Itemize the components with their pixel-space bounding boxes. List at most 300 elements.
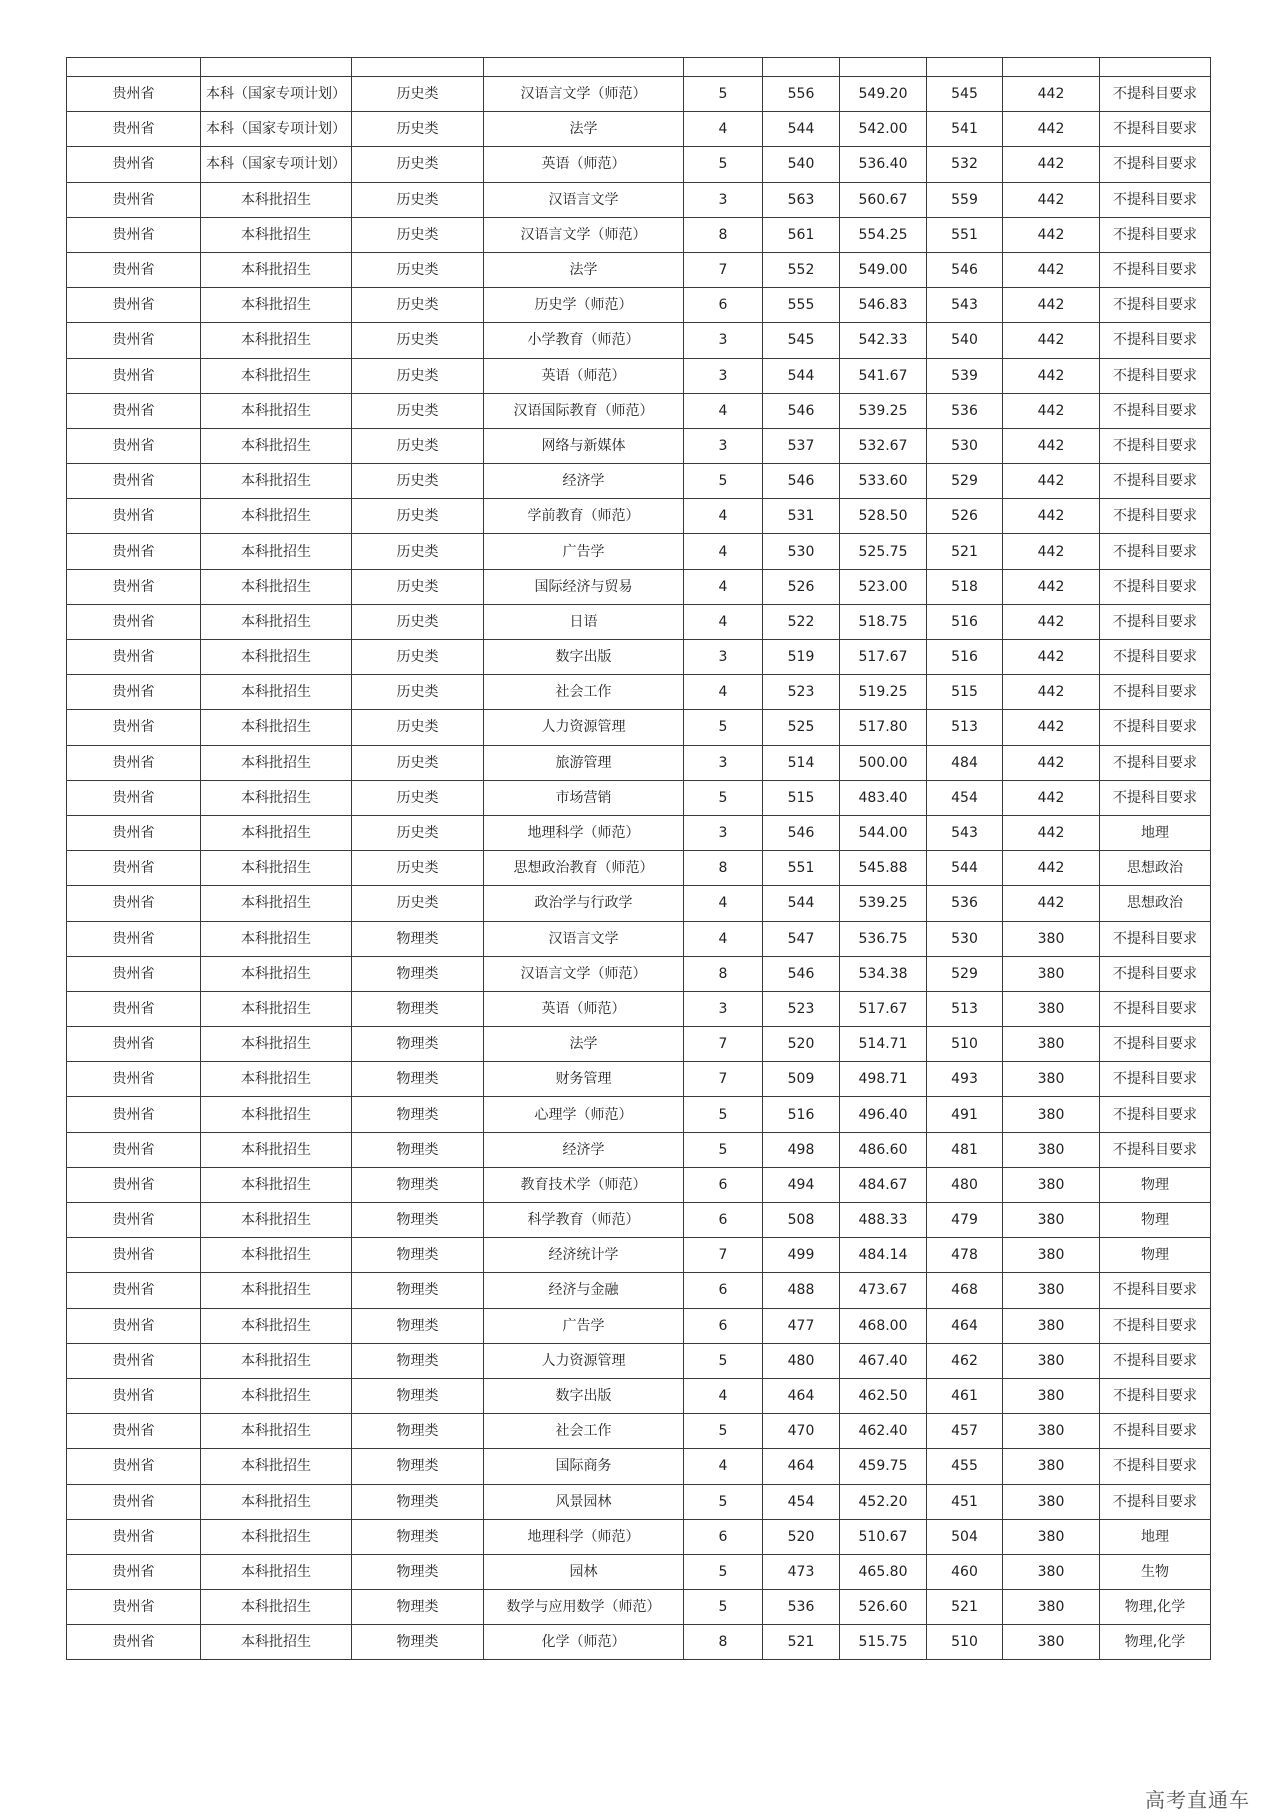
avg-score-cell: 452.20 bbox=[840, 1484, 927, 1519]
control-line-cell: 442 bbox=[1003, 252, 1100, 287]
major-cell: 英语（师范） bbox=[484, 147, 684, 182]
table-row bbox=[67, 1167, 1211, 1202]
subject-requirement-cell: 物理 bbox=[1100, 1203, 1211, 1238]
major-cell: 教育技术学（师范） bbox=[484, 1167, 684, 1202]
subject-requirement-cell: 不提科目要求 bbox=[1100, 1378, 1211, 1413]
avg-score-cell: 468.00 bbox=[840, 1308, 927, 1343]
batch-cell: 本科批招生 bbox=[201, 1273, 352, 1308]
province-cell: 贵州省 bbox=[67, 1519, 201, 1554]
subject-type-cell: 历史类 bbox=[352, 252, 484, 287]
province-cell: 贵州省 bbox=[67, 1273, 201, 1308]
subject-type-cell: 物理类 bbox=[352, 991, 484, 1026]
subject-type-cell: 历史类 bbox=[352, 499, 484, 534]
batch-cell: 本科（国家专项计划） bbox=[201, 77, 352, 112]
subject-type-cell: 物理类 bbox=[352, 1238, 484, 1273]
batch-cell: 本科批招生 bbox=[201, 464, 352, 499]
province-cell: 贵州省 bbox=[67, 956, 201, 991]
avg-score-cell: 532.67 bbox=[840, 428, 927, 463]
table-row bbox=[67, 1203, 1211, 1238]
province-cell: 贵州省 bbox=[67, 77, 201, 112]
subject-type-cell: 历史类 bbox=[352, 710, 484, 745]
major-cell: 汉语言文学（师范） bbox=[484, 77, 684, 112]
major-cell: 日语 bbox=[484, 604, 684, 639]
min-score-cell: 513 bbox=[927, 710, 1003, 745]
subject-requirement-cell: 不提科目要求 bbox=[1100, 640, 1211, 675]
avg-score-cell: 484.67 bbox=[840, 1167, 927, 1202]
subject-type-cell: 物理类 bbox=[352, 1414, 484, 1449]
min-score-cell: 462 bbox=[927, 1343, 1003, 1378]
subject-requirement-cell: 不提科目要求 bbox=[1100, 991, 1211, 1026]
avg-score-cell: 525.75 bbox=[840, 534, 927, 569]
plan-count-cell: 5 bbox=[684, 77, 763, 112]
plan-count-cell: 6 bbox=[684, 1519, 763, 1554]
control-line-cell: 442 bbox=[1003, 288, 1100, 323]
major-cell: 科学教育（师范） bbox=[484, 1203, 684, 1238]
plan-count-cell: 3 bbox=[684, 323, 763, 358]
subject-type-cell: 历史类 bbox=[352, 534, 484, 569]
subject-requirement-cell: 不提科目要求 bbox=[1100, 1449, 1211, 1484]
control-line-cell: 442 bbox=[1003, 710, 1100, 745]
plan-count-cell: 4 bbox=[684, 393, 763, 428]
subject-type-cell: 物理类 bbox=[352, 956, 484, 991]
table-row bbox=[67, 112, 1211, 147]
batch-cell: 本科批招生 bbox=[201, 288, 352, 323]
min-score-cell: 529 bbox=[927, 464, 1003, 499]
plan-count-cell: 5 bbox=[684, 1484, 763, 1519]
batch-cell: 本科批招生 bbox=[201, 640, 352, 675]
max-score-cell: 514 bbox=[763, 745, 840, 780]
province-cell: 贵州省 bbox=[67, 1378, 201, 1413]
min-score-cell: 504 bbox=[927, 1519, 1003, 1554]
admission-score-table bbox=[66, 57, 1211, 1660]
max-score-cell: 526 bbox=[763, 569, 840, 604]
batch-cell: 本科批招生 bbox=[201, 1378, 352, 1413]
province-cell: 贵州省 bbox=[67, 1167, 201, 1202]
plan-count-cell: 5 bbox=[684, 1590, 763, 1625]
subject-type-cell: 物理类 bbox=[352, 1378, 484, 1413]
avg-score-cell: 542.00 bbox=[840, 112, 927, 147]
control-line-cell: 380 bbox=[1003, 1343, 1100, 1378]
major-cell: 数字出版 bbox=[484, 640, 684, 675]
major-cell: 汉语言文学（师范） bbox=[484, 956, 684, 991]
min-score-cell: 529 bbox=[927, 956, 1003, 991]
avg-score-cell: 486.60 bbox=[840, 1132, 927, 1167]
max-score-cell: 547 bbox=[763, 921, 840, 956]
batch-cell: 本科批招生 bbox=[201, 815, 352, 850]
subject-requirement-cell: 不提科目要求 bbox=[1100, 217, 1211, 252]
control-line-cell: 380 bbox=[1003, 1308, 1100, 1343]
max-score-cell: 556 bbox=[763, 77, 840, 112]
batch-cell: 本科批招生 bbox=[201, 534, 352, 569]
province-cell: 贵州省 bbox=[67, 1203, 201, 1238]
subject-type-cell: 物理类 bbox=[352, 1449, 484, 1484]
plan-count-cell: 4 bbox=[684, 604, 763, 639]
major-cell: 英语（师范） bbox=[484, 358, 684, 393]
control-line-cell: 380 bbox=[1003, 1027, 1100, 1062]
control-line-cell: 442 bbox=[1003, 569, 1100, 604]
batch-cell: 本科批招生 bbox=[201, 1027, 352, 1062]
min-score-cell: 481 bbox=[927, 1132, 1003, 1167]
min-score-cell: 480 bbox=[927, 1167, 1003, 1202]
max-score-cell: 545 bbox=[763, 323, 840, 358]
batch-cell: 本科批招生 bbox=[201, 1097, 352, 1132]
plan-count-cell: 7 bbox=[684, 1238, 763, 1273]
province-cell: 贵州省 bbox=[67, 1343, 201, 1378]
major-cell: 英语（师范） bbox=[484, 991, 684, 1026]
province-cell: 贵州省 bbox=[67, 393, 201, 428]
min-score-cell: 532 bbox=[927, 147, 1003, 182]
avg-score-cell: 510.67 bbox=[840, 1519, 927, 1554]
subject-type-cell: 物理类 bbox=[352, 1097, 484, 1132]
min-score-cell: 543 bbox=[927, 288, 1003, 323]
plan-count-cell: 6 bbox=[684, 1308, 763, 1343]
plan-count-cell: 3 bbox=[684, 640, 763, 675]
control-line-cell: 442 bbox=[1003, 147, 1100, 182]
batch-cell: 本科批招生 bbox=[201, 1625, 352, 1660]
subject-requirement-cell: 不提科目要求 bbox=[1100, 252, 1211, 287]
table-row bbox=[67, 675, 1211, 710]
table-row bbox=[67, 851, 1211, 886]
subject-requirement-cell: 不提科目要求 bbox=[1100, 499, 1211, 534]
batch-cell: 本科批招生 bbox=[201, 1132, 352, 1167]
subject-type-cell: 物理类 bbox=[352, 1308, 484, 1343]
control-line-cell: 380 bbox=[1003, 1203, 1100, 1238]
province-cell: 贵州省 bbox=[67, 112, 201, 147]
min-score-cell: 546 bbox=[927, 252, 1003, 287]
subject-type-cell: 历史类 bbox=[352, 182, 484, 217]
major-cell: 数学与应用数学（师范） bbox=[484, 1590, 684, 1625]
subject-type-cell: 物理类 bbox=[352, 1167, 484, 1202]
subject-requirement-cell: 不提科目要求 bbox=[1100, 464, 1211, 499]
control-line-cell: 442 bbox=[1003, 780, 1100, 815]
subject-requirement-cell: 不提科目要求 bbox=[1100, 1484, 1211, 1519]
batch-cell: 本科批招生 bbox=[201, 1554, 352, 1589]
province-cell: 贵州省 bbox=[67, 780, 201, 815]
table-row bbox=[67, 1378, 1211, 1413]
province-cell: 贵州省 bbox=[67, 569, 201, 604]
province-cell: 贵州省 bbox=[67, 921, 201, 956]
major-cell: 经济统计学 bbox=[484, 1238, 684, 1273]
table-row-stub bbox=[67, 58, 1211, 77]
avg-score-cell: 549.00 bbox=[840, 252, 927, 287]
min-score-cell: 510 bbox=[927, 1027, 1003, 1062]
max-score-cell: 494 bbox=[763, 1167, 840, 1202]
plan-count-cell: 5 bbox=[684, 1097, 763, 1132]
avg-score-cell: 528.50 bbox=[840, 499, 927, 534]
table-row bbox=[67, 1238, 1211, 1273]
batch-cell: 本科批招生 bbox=[201, 1308, 352, 1343]
province-cell: 贵州省 bbox=[67, 1062, 201, 1097]
avg-score-cell: 517.80 bbox=[840, 710, 927, 745]
min-score-cell: 484 bbox=[927, 745, 1003, 780]
major-cell: 风景园林 bbox=[484, 1484, 684, 1519]
max-score-cell: 516 bbox=[763, 1097, 840, 1132]
table-row bbox=[67, 499, 1211, 534]
max-score-cell: 555 bbox=[763, 288, 840, 323]
max-score-cell: 480 bbox=[763, 1343, 840, 1378]
max-score-cell: 520 bbox=[763, 1027, 840, 1062]
max-score-cell: 477 bbox=[763, 1308, 840, 1343]
batch-cell: 本科批招生 bbox=[201, 921, 352, 956]
subject-type-cell: 历史类 bbox=[352, 393, 484, 428]
control-line-cell: 442 bbox=[1003, 358, 1100, 393]
batch-cell: 本科批招生 bbox=[201, 1062, 352, 1097]
plan-count-cell: 3 bbox=[684, 428, 763, 463]
avg-score-cell: 462.40 bbox=[840, 1414, 927, 1449]
avg-score-cell: 544.00 bbox=[840, 815, 927, 850]
avg-score-cell: 534.38 bbox=[840, 956, 927, 991]
subject-requirement-cell: 不提科目要求 bbox=[1100, 1062, 1211, 1097]
max-score-cell: 546 bbox=[763, 815, 840, 850]
batch-cell: 本科批招生 bbox=[201, 323, 352, 358]
plan-count-cell: 4 bbox=[684, 534, 763, 569]
control-line-cell: 380 bbox=[1003, 991, 1100, 1026]
max-score-cell: 523 bbox=[763, 675, 840, 710]
major-cell: 政治学与行政学 bbox=[484, 886, 684, 921]
major-cell: 数字出版 bbox=[484, 1378, 684, 1413]
province-cell: 贵州省 bbox=[67, 499, 201, 534]
control-line-cell: 442 bbox=[1003, 182, 1100, 217]
avg-score-cell: 517.67 bbox=[840, 991, 927, 1026]
table-row bbox=[67, 1343, 1211, 1378]
min-score-cell: 516 bbox=[927, 604, 1003, 639]
subject-type-cell: 历史类 bbox=[352, 77, 484, 112]
plan-count-cell: 7 bbox=[684, 252, 763, 287]
batch-cell: 本科批招生 bbox=[201, 1519, 352, 1554]
control-line-cell: 442 bbox=[1003, 851, 1100, 886]
province-cell: 贵州省 bbox=[67, 1625, 201, 1660]
subject-type-cell: 物理类 bbox=[352, 1062, 484, 1097]
min-score-cell: 536 bbox=[927, 393, 1003, 428]
table-row bbox=[67, 1414, 1211, 1449]
avg-score-cell: 536.75 bbox=[840, 921, 927, 956]
subject-requirement-cell: 不提科目要求 bbox=[1100, 1097, 1211, 1132]
plan-count-cell: 6 bbox=[684, 1273, 763, 1308]
control-line-cell: 380 bbox=[1003, 956, 1100, 991]
province-cell: 贵州省 bbox=[67, 288, 201, 323]
avg-score-cell: 519.25 bbox=[840, 675, 927, 710]
max-score-cell: 523 bbox=[763, 991, 840, 1026]
batch-cell: 本科批招生 bbox=[201, 851, 352, 886]
major-cell: 园林 bbox=[484, 1554, 684, 1589]
plan-count-cell: 5 bbox=[684, 710, 763, 745]
min-score-cell: 530 bbox=[927, 921, 1003, 956]
major-cell: 法学 bbox=[484, 112, 684, 147]
province-cell: 贵州省 bbox=[67, 710, 201, 745]
subject-requirement-cell: 不提科目要求 bbox=[1100, 182, 1211, 217]
min-score-cell: 478 bbox=[927, 1238, 1003, 1273]
min-score-cell: 536 bbox=[927, 886, 1003, 921]
plan-count-cell: 5 bbox=[684, 147, 763, 182]
batch-cell: 本科批招生 bbox=[201, 252, 352, 287]
subject-requirement-cell: 不提科目要求 bbox=[1100, 1132, 1211, 1167]
max-score-cell: 499 bbox=[763, 1238, 840, 1273]
max-score-cell: 540 bbox=[763, 147, 840, 182]
batch-cell: 本科批招生 bbox=[201, 675, 352, 710]
major-cell: 广告学 bbox=[484, 534, 684, 569]
plan-count-cell: 3 bbox=[684, 182, 763, 217]
max-score-cell: 508 bbox=[763, 1203, 840, 1238]
control-line-cell: 380 bbox=[1003, 1449, 1100, 1484]
control-line-cell: 442 bbox=[1003, 886, 1100, 921]
max-score-cell: 515 bbox=[763, 780, 840, 815]
table-row bbox=[67, 1132, 1211, 1167]
plan-count-cell: 8 bbox=[684, 851, 763, 886]
province-cell: 贵州省 bbox=[67, 745, 201, 780]
province-cell: 贵州省 bbox=[67, 1308, 201, 1343]
province-cell: 贵州省 bbox=[67, 1097, 201, 1132]
subject-type-cell: 物理类 bbox=[352, 1625, 484, 1660]
min-score-cell: 455 bbox=[927, 1449, 1003, 1484]
control-line-cell: 442 bbox=[1003, 393, 1100, 428]
max-score-cell: 454 bbox=[763, 1484, 840, 1519]
province-cell: 贵州省 bbox=[67, 991, 201, 1026]
table-row bbox=[67, 1590, 1211, 1625]
min-score-cell: 559 bbox=[927, 182, 1003, 217]
avg-score-cell: 500.00 bbox=[840, 745, 927, 780]
table-body bbox=[67, 58, 1211, 1660]
subject-requirement-cell: 不提科目要求 bbox=[1100, 1027, 1211, 1062]
plan-count-cell: 4 bbox=[684, 112, 763, 147]
min-score-cell: 539 bbox=[927, 358, 1003, 393]
max-score-cell: 498 bbox=[763, 1132, 840, 1167]
major-cell: 地理科学（师范） bbox=[484, 1519, 684, 1554]
subject-requirement-cell: 不提科目要求 bbox=[1100, 323, 1211, 358]
max-score-cell: 531 bbox=[763, 499, 840, 534]
min-score-cell: 518 bbox=[927, 569, 1003, 604]
min-score-cell: 457 bbox=[927, 1414, 1003, 1449]
max-score-cell: 521 bbox=[763, 1625, 840, 1660]
subject-requirement-cell: 物理,化学 bbox=[1100, 1625, 1211, 1660]
table-row bbox=[67, 604, 1211, 639]
batch-cell: 本科批招生 bbox=[201, 886, 352, 921]
province-cell: 贵州省 bbox=[67, 147, 201, 182]
avg-score-cell: 515.75 bbox=[840, 1625, 927, 1660]
major-cell: 心理学（师范） bbox=[484, 1097, 684, 1132]
table-row bbox=[67, 1273, 1211, 1308]
province-cell: 贵州省 bbox=[67, 1590, 201, 1625]
control-line-cell: 380 bbox=[1003, 1238, 1100, 1273]
batch-cell: 本科批招生 bbox=[201, 182, 352, 217]
major-cell: 广告学 bbox=[484, 1308, 684, 1343]
major-cell: 人力资源管理 bbox=[484, 1343, 684, 1378]
subject-type-cell: 历史类 bbox=[352, 288, 484, 323]
subject-type-cell: 历史类 bbox=[352, 569, 484, 604]
batch-cell: 本科批招生 bbox=[201, 428, 352, 463]
subject-requirement-cell: 地理 bbox=[1100, 815, 1211, 850]
major-cell: 旅游管理 bbox=[484, 745, 684, 780]
province-cell: 贵州省 bbox=[67, 1027, 201, 1062]
subject-requirement-cell: 不提科目要求 bbox=[1100, 780, 1211, 815]
table-row bbox=[67, 77, 1211, 112]
subject-type-cell: 物理类 bbox=[352, 1484, 484, 1519]
plan-count-cell: 5 bbox=[684, 464, 763, 499]
min-score-cell: 513 bbox=[927, 991, 1003, 1026]
major-cell: 经济学 bbox=[484, 1132, 684, 1167]
min-score-cell: 541 bbox=[927, 112, 1003, 147]
subject-requirement-cell: 物理 bbox=[1100, 1238, 1211, 1273]
plan-count-cell: 7 bbox=[684, 1062, 763, 1097]
subject-type-cell: 物理类 bbox=[352, 1273, 484, 1308]
batch-cell: 本科（国家专项计划） bbox=[201, 147, 352, 182]
avg-score-cell: 523.00 bbox=[840, 569, 927, 604]
subject-requirement-cell: 地理 bbox=[1100, 1519, 1211, 1554]
control-line-cell: 380 bbox=[1003, 1273, 1100, 1308]
subject-requirement-cell: 不提科目要求 bbox=[1100, 358, 1211, 393]
subject-requirement-cell: 不提科目要求 bbox=[1100, 112, 1211, 147]
control-line-cell: 442 bbox=[1003, 745, 1100, 780]
batch-cell: 本科批招生 bbox=[201, 1167, 352, 1202]
subject-type-cell: 物理类 bbox=[352, 1203, 484, 1238]
min-score-cell: 516 bbox=[927, 640, 1003, 675]
subject-requirement-cell: 不提科目要求 bbox=[1100, 1273, 1211, 1308]
plan-count-cell: 4 bbox=[684, 1449, 763, 1484]
max-score-cell: 563 bbox=[763, 182, 840, 217]
table-row bbox=[67, 1062, 1211, 1097]
max-score-cell: 546 bbox=[763, 464, 840, 499]
table-row bbox=[67, 745, 1211, 780]
batch-cell: 本科批招生 bbox=[201, 604, 352, 639]
major-cell: 法学 bbox=[484, 1027, 684, 1062]
max-score-cell: 546 bbox=[763, 393, 840, 428]
control-line-cell: 380 bbox=[1003, 1097, 1100, 1132]
major-cell: 国际经济与贸易 bbox=[484, 569, 684, 604]
major-cell: 社会工作 bbox=[484, 675, 684, 710]
avg-score-cell: 473.67 bbox=[840, 1273, 927, 1308]
control-line-cell: 442 bbox=[1003, 499, 1100, 534]
min-score-cell: 521 bbox=[927, 534, 1003, 569]
province-cell: 贵州省 bbox=[67, 886, 201, 921]
subject-type-cell: 历史类 bbox=[352, 815, 484, 850]
batch-cell: 本科批招生 bbox=[201, 499, 352, 534]
major-cell: 汉语言文学 bbox=[484, 921, 684, 956]
table-row bbox=[67, 1484, 1211, 1519]
table-row bbox=[67, 323, 1211, 358]
min-score-cell: 515 bbox=[927, 675, 1003, 710]
max-score-cell: 464 bbox=[763, 1449, 840, 1484]
province-cell: 贵州省 bbox=[67, 1484, 201, 1519]
major-cell: 市场营销 bbox=[484, 780, 684, 815]
min-score-cell: 461 bbox=[927, 1378, 1003, 1413]
avg-score-cell: 459.75 bbox=[840, 1449, 927, 1484]
batch-cell: 本科批招生 bbox=[201, 780, 352, 815]
avg-score-cell: 539.25 bbox=[840, 393, 927, 428]
major-cell: 法学 bbox=[484, 252, 684, 287]
table-row bbox=[67, 569, 1211, 604]
avg-score-cell: 517.67 bbox=[840, 640, 927, 675]
avg-score-cell: 467.40 bbox=[840, 1343, 927, 1378]
max-score-cell: 464 bbox=[763, 1378, 840, 1413]
max-score-cell: 552 bbox=[763, 252, 840, 287]
max-score-cell: 530 bbox=[763, 534, 840, 569]
province-cell: 贵州省 bbox=[67, 217, 201, 252]
min-score-cell: 493 bbox=[927, 1062, 1003, 1097]
control-line-cell: 380 bbox=[1003, 1484, 1100, 1519]
plan-count-cell: 5 bbox=[684, 780, 763, 815]
province-cell: 贵州省 bbox=[67, 464, 201, 499]
table-row bbox=[67, 956, 1211, 991]
subject-requirement-cell: 不提科目要求 bbox=[1100, 1308, 1211, 1343]
subject-requirement-cell: 不提科目要求 bbox=[1100, 1343, 1211, 1378]
min-score-cell: 545 bbox=[927, 77, 1003, 112]
province-cell: 贵州省 bbox=[67, 604, 201, 639]
plan-count-cell: 6 bbox=[684, 1203, 763, 1238]
subject-type-cell: 历史类 bbox=[352, 428, 484, 463]
control-line-cell: 380 bbox=[1003, 1590, 1100, 1625]
province-cell: 贵州省 bbox=[67, 1449, 201, 1484]
max-score-cell: 544 bbox=[763, 112, 840, 147]
subject-requirement-cell: 不提科目要求 bbox=[1100, 288, 1211, 323]
